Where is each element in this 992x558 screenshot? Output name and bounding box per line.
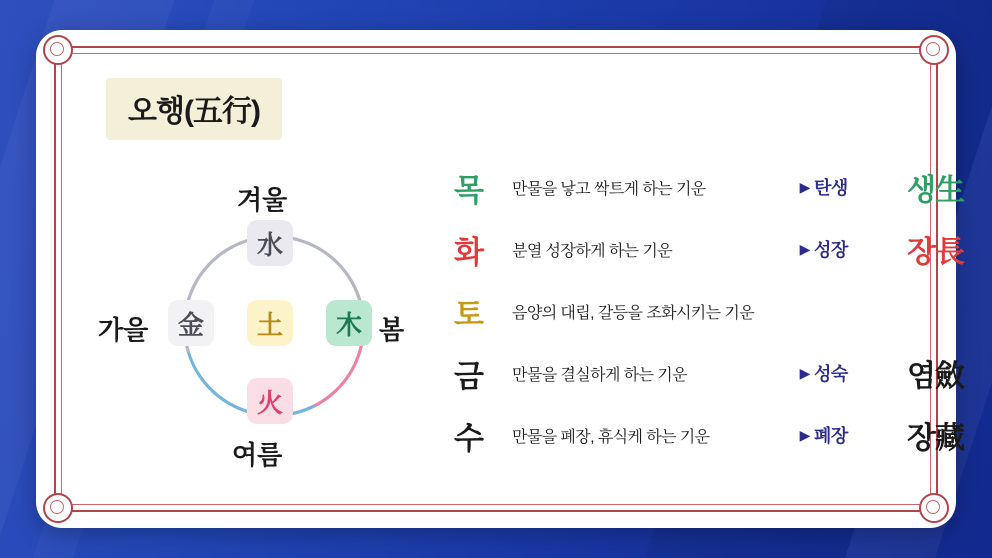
- element-symbol: 수: [454, 420, 483, 456]
- diagram-node-metal: 金: [168, 300, 214, 346]
- element-hanja: 염斂: [907, 360, 964, 393]
- arrow-icon: ▶: [799, 240, 811, 257]
- diagram-node-water: 水: [247, 220, 293, 266]
- element-hanja: 생生: [907, 174, 964, 207]
- frame-corner-ornament: [919, 35, 949, 65]
- slide-card: [36, 30, 964, 528]
- diagram-season-winter: 겨울: [237, 185, 288, 215]
- diagram-season-summer: 여름: [232, 440, 283, 470]
- arrow-icon: ▶: [799, 178, 811, 195]
- list-item: [454, 218, 964, 280]
- diagram-season-autumn: 가을: [98, 315, 149, 345]
- element-keyword: 탄생: [814, 178, 848, 198]
- list-item: [454, 404, 964, 466]
- element-description: 만물을 폐장, 휴식케 하는 기운: [512, 428, 710, 446]
- element-description: 만물을 결실하게 하는 기운: [512, 366, 687, 384]
- element-keyword: 성장: [814, 240, 848, 260]
- element-list: [454, 156, 964, 466]
- element-description: 만물을 낳고 싹트게 하는 기운: [512, 180, 706, 198]
- frame-corner-ornament: [43, 493, 73, 523]
- arrow-icon: ▶: [799, 364, 811, 381]
- list-item: [454, 342, 964, 404]
- diagram-node-wood: 木: [326, 300, 372, 346]
- element-symbol: 화: [454, 234, 483, 270]
- five-elements-diagram: [98, 180, 438, 500]
- element-symbol: 목: [454, 172, 483, 208]
- page-title-text: 오행(五行): [128, 95, 260, 128]
- list-item: [454, 280, 964, 342]
- element-keyword: 성숙: [814, 364, 848, 384]
- element-symbol: 토: [454, 296, 483, 332]
- element-description: 분열 성장하게 하는 기운: [512, 242, 673, 260]
- element-symbol: 금: [454, 358, 483, 394]
- diagram-node-earth: 土: [247, 300, 293, 346]
- frame-corner-ornament: [43, 35, 73, 65]
- element-description: 음양의 대립, 갈등을 조화시키는 기운: [512, 304, 755, 322]
- diagram-node-fire: 火: [247, 378, 293, 424]
- element-keyword: 폐장: [814, 426, 848, 446]
- list-item: [454, 156, 964, 218]
- diagram-season-spring: 봄: [379, 315, 405, 345]
- element-hanja: 장藏: [907, 422, 964, 455]
- page-title: [106, 78, 282, 140]
- element-hanja: 장長: [907, 236, 964, 269]
- frame-corner-ornament: [919, 493, 949, 523]
- arrow-icon: ▶: [799, 426, 811, 443]
